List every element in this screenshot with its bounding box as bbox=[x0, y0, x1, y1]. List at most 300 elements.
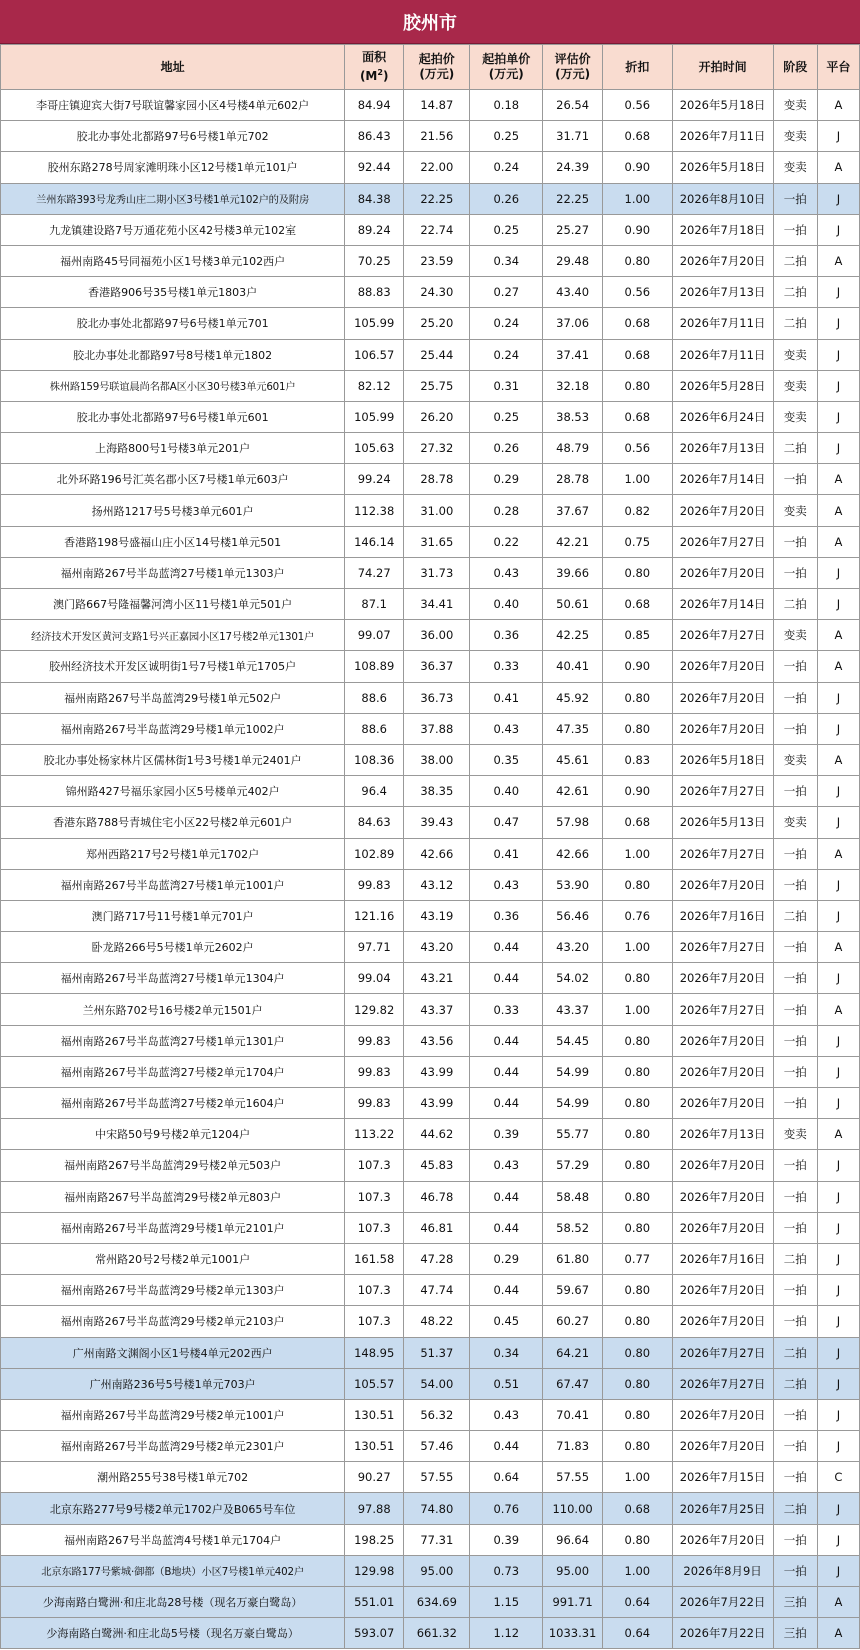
cell-discount: 0.85 bbox=[603, 620, 672, 651]
cell-area: 90.27 bbox=[345, 1462, 404, 1493]
cell-start-time: 2026年7月20日 bbox=[672, 1399, 773, 1430]
cell-stage: 一拍 bbox=[773, 713, 817, 744]
cell-start-price: 661.32 bbox=[404, 1618, 470, 1649]
table-row bbox=[1, 869, 860, 900]
cell-area: 99.04 bbox=[345, 963, 404, 994]
cell-start-time: 2026年7月20日 bbox=[672, 557, 773, 588]
cell-unit-price: 0.24 bbox=[470, 152, 543, 183]
cell-start-time: 2026年7月13日 bbox=[672, 1119, 773, 1150]
cell-start-price: 45.83 bbox=[404, 1150, 470, 1181]
cell-appraisal: 39.66 bbox=[543, 557, 603, 588]
cell-platform: J bbox=[817, 1306, 859, 1337]
header-platform: 平台 bbox=[817, 45, 859, 90]
cell-appraisal: 47.35 bbox=[543, 713, 603, 744]
cell-stage: 变卖 bbox=[773, 401, 817, 432]
table-row bbox=[1, 1493, 860, 1524]
cell-stage: 一拍 bbox=[773, 526, 817, 557]
cell-appraisal: 61.80 bbox=[543, 1243, 603, 1274]
cell-discount: 0.80 bbox=[603, 1275, 672, 1306]
cell-appraisal: 991.71 bbox=[543, 1587, 603, 1618]
cell-stage: 一拍 bbox=[773, 183, 817, 214]
cell-area: 146.14 bbox=[345, 526, 404, 557]
cell-start-time: 2026年5月28日 bbox=[672, 370, 773, 401]
cell-address: 香港路906号35号楼1单元1803户 bbox=[1, 277, 345, 308]
cell-area: 121.16 bbox=[345, 900, 404, 931]
cell-stage: 一拍 bbox=[773, 776, 817, 807]
cell-discount: 1.00 bbox=[603, 1555, 672, 1586]
cell-area: 108.36 bbox=[345, 744, 404, 775]
cell-stage: 一拍 bbox=[773, 682, 817, 713]
cell-unit-price: 0.18 bbox=[470, 90, 543, 121]
cell-platform: J bbox=[817, 1243, 859, 1274]
header-address: 地址 bbox=[1, 45, 345, 90]
table-row bbox=[1, 932, 860, 963]
cell-platform: A bbox=[817, 495, 859, 526]
cell-appraisal: 54.99 bbox=[543, 1056, 603, 1087]
cell-appraisal: 67.47 bbox=[543, 1368, 603, 1399]
table-row bbox=[1, 1524, 860, 1555]
cell-stage: 变卖 bbox=[773, 121, 817, 152]
cell-area: 84.63 bbox=[345, 807, 404, 838]
cell-appraisal: 58.48 bbox=[543, 1181, 603, 1212]
cell-appraisal: 53.90 bbox=[543, 869, 603, 900]
cell-start-time: 2026年7月22日 bbox=[672, 1618, 773, 1649]
cell-start-price: 31.00 bbox=[404, 495, 470, 526]
cell-appraisal: 60.27 bbox=[543, 1306, 603, 1337]
cell-start-time: 2026年7月27日 bbox=[672, 994, 773, 1025]
cell-platform: A bbox=[817, 90, 859, 121]
cell-discount: 0.77 bbox=[603, 1243, 672, 1274]
cell-appraisal: 56.46 bbox=[543, 900, 603, 931]
cell-discount: 0.68 bbox=[603, 589, 672, 620]
cell-start-time: 2026年7月20日 bbox=[672, 651, 773, 682]
cell-platform: J bbox=[817, 277, 859, 308]
table-row bbox=[1, 1088, 860, 1119]
cell-start-time: 2026年7月22日 bbox=[672, 1587, 773, 1618]
cell-unit-price: 0.44 bbox=[470, 1431, 543, 1462]
cell-stage: 一拍 bbox=[773, 1150, 817, 1181]
cell-address: 福州南路267号半岛蓝湾29号楼2单元2301户 bbox=[1, 1431, 345, 1462]
cell-platform: J bbox=[817, 1399, 859, 1430]
cell-address: 胶北办事处北都路97号8号楼1单元1802 bbox=[1, 339, 345, 370]
cell-start-time: 2026年5月18日 bbox=[672, 90, 773, 121]
cell-discount: 0.68 bbox=[603, 401, 672, 432]
cell-stage: 一拍 bbox=[773, 1056, 817, 1087]
cell-start-time: 2026年7月27日 bbox=[672, 776, 773, 807]
cell-address: 胶北办事处北都路97号6号楼1单元601 bbox=[1, 401, 345, 432]
cell-stage: 变卖 bbox=[773, 495, 817, 526]
table-row bbox=[1, 464, 860, 495]
table-row bbox=[1, 526, 860, 557]
table-row bbox=[1, 1056, 860, 1087]
cell-start-time: 2026年7月18日 bbox=[672, 214, 773, 245]
cell-stage: 变卖 bbox=[773, 807, 817, 838]
cell-start-time: 2026年7月20日 bbox=[672, 245, 773, 276]
cell-unit-price: 0.40 bbox=[470, 776, 543, 807]
cell-start-time: 2026年5月18日 bbox=[672, 744, 773, 775]
cell-stage: 二拍 bbox=[773, 589, 817, 620]
table-row bbox=[1, 1181, 860, 1212]
cell-area: 130.51 bbox=[345, 1431, 404, 1462]
table-row bbox=[1, 838, 860, 869]
cell-unit-price: 0.25 bbox=[470, 121, 543, 152]
cell-appraisal: 59.67 bbox=[543, 1275, 603, 1306]
cell-unit-price: 0.25 bbox=[470, 401, 543, 432]
cell-discount: 0.80 bbox=[603, 869, 672, 900]
cell-appraisal: 37.67 bbox=[543, 495, 603, 526]
cell-unit-price: 0.44 bbox=[470, 1088, 543, 1119]
cell-start-time: 2026年7月20日 bbox=[672, 682, 773, 713]
cell-unit-price: 0.41 bbox=[470, 682, 543, 713]
cell-start-price: 38.35 bbox=[404, 776, 470, 807]
cell-discount: 0.64 bbox=[603, 1587, 672, 1618]
cell-discount: 0.56 bbox=[603, 277, 672, 308]
cell-discount: 0.80 bbox=[603, 1399, 672, 1430]
cell-stage: 二拍 bbox=[773, 900, 817, 931]
cell-appraisal: 37.06 bbox=[543, 308, 603, 339]
cell-address: 兰州东路702号16号楼2单元1501户 bbox=[1, 994, 345, 1025]
cell-start-price: 31.65 bbox=[404, 526, 470, 557]
cell-start-price: 634.69 bbox=[404, 1587, 470, 1618]
cell-discount: 0.68 bbox=[603, 339, 672, 370]
cell-unit-price: 0.43 bbox=[470, 557, 543, 588]
cell-stage: 二拍 bbox=[773, 1337, 817, 1368]
cell-start-price: 39.43 bbox=[404, 807, 470, 838]
cell-unit-price: 0.44 bbox=[470, 932, 543, 963]
cell-platform: J bbox=[817, 308, 859, 339]
cell-address: 广州南路文渊阁小区1号楼4单元202西户 bbox=[1, 1337, 345, 1368]
cell-discount: 0.75 bbox=[603, 526, 672, 557]
cell-address: 北京东路277号9号楼2单元1702户及B065号车位 bbox=[1, 1493, 345, 1524]
cell-area: 106.57 bbox=[345, 339, 404, 370]
table-row bbox=[1, 277, 860, 308]
cell-start-time: 2026年7月27日 bbox=[672, 620, 773, 651]
cell-appraisal: 42.66 bbox=[543, 838, 603, 869]
cell-start-price: 48.22 bbox=[404, 1306, 470, 1337]
cell-stage: 二拍 bbox=[773, 308, 817, 339]
cell-address: 胶北办事处北都路97号6号楼1单元701 bbox=[1, 308, 345, 339]
cell-stage: 一拍 bbox=[773, 214, 817, 245]
cell-stage: 一拍 bbox=[773, 1275, 817, 1306]
cell-area: 105.57 bbox=[345, 1368, 404, 1399]
cell-appraisal: 54.45 bbox=[543, 1025, 603, 1056]
table-row bbox=[1, 121, 860, 152]
cell-start-price: 57.55 bbox=[404, 1462, 470, 1493]
cell-platform: J bbox=[817, 869, 859, 900]
table-row bbox=[1, 807, 860, 838]
table-row bbox=[1, 308, 860, 339]
cell-address: 李哥庄镇迎宾大街7号联谊馨家园小区4号楼4单元602户 bbox=[1, 90, 345, 121]
cell-discount: 0.80 bbox=[603, 1088, 672, 1119]
cell-unit-price: 0.43 bbox=[470, 713, 543, 744]
cell-address: 广州南路236号5号楼1单元703户 bbox=[1, 1368, 345, 1399]
cell-start-time: 2026年7月25日 bbox=[672, 1493, 773, 1524]
cell-stage: 一拍 bbox=[773, 464, 817, 495]
cell-unit-price: 0.33 bbox=[470, 651, 543, 682]
cell-unit-price: 0.35 bbox=[470, 744, 543, 775]
cell-start-price: 46.81 bbox=[404, 1212, 470, 1243]
cell-start-time: 2026年7月20日 bbox=[672, 1150, 773, 1181]
cell-address: 少海南路白鹭洲·和庄北岛5号楼（现名万豪白鹭岛） bbox=[1, 1618, 345, 1649]
cell-start-price: 43.12 bbox=[404, 869, 470, 900]
table-row bbox=[1, 1212, 860, 1243]
cell-address: 福州南路267号半岛蓝湾27号楼1单元1001户 bbox=[1, 869, 345, 900]
cell-start-time: 2026年7月20日 bbox=[672, 713, 773, 744]
table-row bbox=[1, 1306, 860, 1337]
cell-address: 福州南路267号半岛蓝湾4号楼1单元1704户 bbox=[1, 1524, 345, 1555]
cell-start-price: 25.44 bbox=[404, 339, 470, 370]
cell-discount: 0.90 bbox=[603, 651, 672, 682]
cell-discount: 0.80 bbox=[603, 370, 672, 401]
cell-stage: 三拍 bbox=[773, 1587, 817, 1618]
cell-start-price: 37.88 bbox=[404, 713, 470, 744]
cell-appraisal: 42.25 bbox=[543, 620, 603, 651]
cell-start-price: 28.78 bbox=[404, 464, 470, 495]
cell-stage: 一拍 bbox=[773, 994, 817, 1025]
cell-area: 107.3 bbox=[345, 1275, 404, 1306]
cell-appraisal: 57.98 bbox=[543, 807, 603, 838]
table-row bbox=[1, 245, 860, 276]
header-area: 面积 $(M^2)$ bbox=[345, 45, 404, 90]
cell-address: 常州路20号2号楼2单元1001户 bbox=[1, 1243, 345, 1274]
table-row bbox=[1, 682, 860, 713]
cell-start-price: 95.00 bbox=[404, 1555, 470, 1586]
table-row bbox=[1, 1025, 860, 1056]
cell-address: 郑州西路217号2号楼1单元1702户 bbox=[1, 838, 345, 869]
cell-unit-price: 0.29 bbox=[470, 464, 543, 495]
cell-stage: 一拍 bbox=[773, 932, 817, 963]
cell-address: 少海南路白鹭洲·和庄北岛28号楼（现名万豪白鹭岛） bbox=[1, 1587, 345, 1618]
cell-unit-price: 0.76 bbox=[470, 1493, 543, 1524]
cell-appraisal: 32.18 bbox=[543, 370, 603, 401]
cell-platform: J bbox=[817, 433, 859, 464]
cell-appraisal: 38.53 bbox=[543, 401, 603, 432]
cell-start-price: 43.99 bbox=[404, 1088, 470, 1119]
cell-platform: J bbox=[817, 1524, 859, 1555]
cell-platform: J bbox=[817, 1088, 859, 1119]
cell-discount: 0.80 bbox=[603, 1119, 672, 1150]
table-row bbox=[1, 900, 860, 931]
cell-area: 130.51 bbox=[345, 1399, 404, 1430]
cell-appraisal: 55.77 bbox=[543, 1119, 603, 1150]
table-row bbox=[1, 776, 860, 807]
property-table bbox=[0, 44, 860, 1649]
cell-start-price: 24.30 bbox=[404, 277, 470, 308]
cell-appraisal: 43.20 bbox=[543, 932, 603, 963]
cell-discount: 0.80 bbox=[603, 682, 672, 713]
cell-address: 福州南路267号半岛蓝湾29号楼2单元1303户 bbox=[1, 1275, 345, 1306]
cell-platform: A bbox=[817, 464, 859, 495]
cell-start-price: 57.46 bbox=[404, 1431, 470, 1462]
cell-start-price: 43.37 bbox=[404, 994, 470, 1025]
cell-address: 扬州路1217号5号楼3单元601户 bbox=[1, 495, 345, 526]
cell-appraisal: 28.78 bbox=[543, 464, 603, 495]
cell-address: 九龙镇建设路7号万通花苑小区42号楼3单元102室 bbox=[1, 214, 345, 245]
cell-start-time: 2026年7月20日 bbox=[672, 1088, 773, 1119]
table-row bbox=[1, 651, 860, 682]
cell-unit-price: 0.24 bbox=[470, 339, 543, 370]
cell-area: 129.98 bbox=[345, 1555, 404, 1586]
cell-platform: C bbox=[817, 1462, 859, 1493]
cell-discount: 0.68 bbox=[603, 121, 672, 152]
table-row bbox=[1, 433, 860, 464]
cell-start-price: 27.32 bbox=[404, 433, 470, 464]
cell-appraisal: 95.00 bbox=[543, 1555, 603, 1586]
cell-platform: J bbox=[817, 214, 859, 245]
cell-area: 86.43 bbox=[345, 121, 404, 152]
cell-address: 福州南路267号半岛蓝湾27号楼2单元1704户 bbox=[1, 1056, 345, 1087]
cell-start-time: 2026年7月27日 bbox=[672, 1368, 773, 1399]
cell-start-time: 2026年7月20日 bbox=[672, 1431, 773, 1462]
cell-discount: 0.68 bbox=[603, 308, 672, 339]
cell-area: 99.07 bbox=[345, 620, 404, 651]
cell-platform: A bbox=[817, 1587, 859, 1618]
cell-start-price: 34.41 bbox=[404, 589, 470, 620]
cell-address: 福州南路267号半岛蓝湾27号楼2单元1604户 bbox=[1, 1088, 345, 1119]
cell-area: 551.01 bbox=[345, 1587, 404, 1618]
cell-discount: 0.90 bbox=[603, 776, 672, 807]
cell-address: 胶北办事处北都路97号6号楼1单元702 bbox=[1, 121, 345, 152]
cell-appraisal: 45.61 bbox=[543, 744, 603, 775]
cell-start-time: 2026年7月27日 bbox=[672, 1337, 773, 1368]
cell-area: 107.3 bbox=[345, 1212, 404, 1243]
cell-platform: J bbox=[817, 589, 859, 620]
cell-discount: 0.80 bbox=[603, 1306, 672, 1337]
cell-start-price: 14.87 bbox=[404, 90, 470, 121]
cell-start-price: 77.31 bbox=[404, 1524, 470, 1555]
cell-unit-price: 0.31 bbox=[470, 370, 543, 401]
table-row bbox=[1, 1462, 860, 1493]
cell-appraisal: 1033.31 bbox=[543, 1618, 603, 1649]
cell-address: 胶州经济技术开发区诚明街1号7号楼1单元1705户 bbox=[1, 651, 345, 682]
cell-appraisal: 64.21 bbox=[543, 1337, 603, 1368]
cell-unit-price: 0.43 bbox=[470, 1150, 543, 1181]
cell-appraisal: 42.61 bbox=[543, 776, 603, 807]
table-row bbox=[1, 401, 860, 432]
cell-area: 161.58 bbox=[345, 1243, 404, 1274]
cell-area: 99.83 bbox=[345, 1088, 404, 1119]
cell-stage: 一拍 bbox=[773, 1399, 817, 1430]
cell-platform: J bbox=[817, 713, 859, 744]
table-row bbox=[1, 994, 860, 1025]
cell-start-price: 25.20 bbox=[404, 308, 470, 339]
cell-area: 108.89 bbox=[345, 651, 404, 682]
cell-unit-price: 0.64 bbox=[470, 1462, 543, 1493]
cell-address: 福州南路267号半岛蓝湾29号楼2单元803户 bbox=[1, 1181, 345, 1212]
cell-unit-price: 0.26 bbox=[470, 183, 543, 214]
cell-discount: 1.00 bbox=[603, 1462, 672, 1493]
cell-platform: A bbox=[817, 152, 859, 183]
sheet-title: 胶州市 bbox=[0, 0, 860, 44]
cell-platform: A bbox=[817, 994, 859, 1025]
cell-stage: 一拍 bbox=[773, 1025, 817, 1056]
cell-area: 198.25 bbox=[345, 1524, 404, 1555]
cell-unit-price: 1.12 bbox=[470, 1618, 543, 1649]
cell-area: 129.82 bbox=[345, 994, 404, 1025]
cell-stage: 一拍 bbox=[773, 1212, 817, 1243]
cell-start-price: 43.21 bbox=[404, 963, 470, 994]
cell-stage: 二拍 bbox=[773, 1243, 817, 1274]
table-row bbox=[1, 1618, 860, 1649]
cell-start-time: 2026年7月20日 bbox=[672, 1306, 773, 1337]
cell-discount: 0.68 bbox=[603, 1493, 672, 1524]
cell-platform: J bbox=[817, 1368, 859, 1399]
cell-discount: 0.83 bbox=[603, 744, 672, 775]
cell-start-time: 2026年5月13日 bbox=[672, 807, 773, 838]
cell-start-price: 74.80 bbox=[404, 1493, 470, 1524]
cell-address: 福州南路267号半岛蓝湾27号楼1单元1303户 bbox=[1, 557, 345, 588]
cell-stage: 变卖 bbox=[773, 744, 817, 775]
cell-stage: 变卖 bbox=[773, 620, 817, 651]
cell-area: 99.24 bbox=[345, 464, 404, 495]
cell-unit-price: 0.51 bbox=[470, 1368, 543, 1399]
cell-start-price: 36.00 bbox=[404, 620, 470, 651]
cell-start-price: 44.62 bbox=[404, 1119, 470, 1150]
cell-address: 福州南路267号半岛蓝湾29号楼1单元1002户 bbox=[1, 713, 345, 744]
cell-unit-price: 0.39 bbox=[470, 1119, 543, 1150]
cell-address: 中宋路50号9号楼2单元1204户 bbox=[1, 1119, 345, 1150]
cell-unit-price: 0.44 bbox=[470, 1181, 543, 1212]
cell-area: 92.44 bbox=[345, 152, 404, 183]
cell-discount: 0.80 bbox=[603, 1025, 672, 1056]
cell-stage: 二拍 bbox=[773, 1493, 817, 1524]
cell-discount: 0.80 bbox=[603, 1524, 672, 1555]
cell-area: 84.38 bbox=[345, 183, 404, 214]
cell-area: 107.3 bbox=[345, 1150, 404, 1181]
cell-platform: J bbox=[817, 370, 859, 401]
cell-discount: 0.64 bbox=[603, 1618, 672, 1649]
cell-area: 107.3 bbox=[345, 1306, 404, 1337]
cell-unit-price: 0.34 bbox=[470, 1337, 543, 1368]
cell-start-price: 43.20 bbox=[404, 932, 470, 963]
cell-area: 97.71 bbox=[345, 932, 404, 963]
cell-area: 148.95 bbox=[345, 1337, 404, 1368]
cell-unit-price: 0.29 bbox=[470, 1243, 543, 1274]
cell-start-time: 2026年7月11日 bbox=[672, 121, 773, 152]
cell-appraisal: 54.99 bbox=[543, 1088, 603, 1119]
cell-start-time: 2026年7月20日 bbox=[672, 1212, 773, 1243]
cell-address: 福州南路267号半岛蓝湾27号楼1单元1304户 bbox=[1, 963, 345, 994]
cell-start-time: 2026年7月20日 bbox=[672, 963, 773, 994]
cell-start-price: 26.20 bbox=[404, 401, 470, 432]
header-discount: 折扣 bbox=[603, 45, 672, 90]
cell-platform: J bbox=[817, 401, 859, 432]
cell-stage: 变卖 bbox=[773, 152, 817, 183]
cell-unit-price: 0.34 bbox=[470, 245, 543, 276]
cell-unit-price: 0.39 bbox=[470, 1524, 543, 1555]
cell-area: 87.1 bbox=[345, 589, 404, 620]
cell-address: 锦州路427号福乐家园小区5号楼单元402户 bbox=[1, 776, 345, 807]
cell-appraisal: 26.54 bbox=[543, 90, 603, 121]
cell-appraisal: 42.21 bbox=[543, 526, 603, 557]
cell-area: 70.25 bbox=[345, 245, 404, 276]
table-row bbox=[1, 1337, 860, 1368]
cell-discount: 1.00 bbox=[603, 994, 672, 1025]
table-row bbox=[1, 152, 860, 183]
cell-unit-price: 0.44 bbox=[470, 1212, 543, 1243]
cell-start-price: 23.59 bbox=[404, 245, 470, 276]
cell-discount: 0.80 bbox=[603, 713, 672, 744]
cell-area: 97.88 bbox=[345, 1493, 404, 1524]
cell-area: 593.07 bbox=[345, 1618, 404, 1649]
cell-unit-price: 0.44 bbox=[470, 1275, 543, 1306]
cell-start-time: 2026年7月16日 bbox=[672, 900, 773, 931]
cell-start-price: 31.73 bbox=[404, 557, 470, 588]
cell-stage: 一拍 bbox=[773, 838, 817, 869]
table-row bbox=[1, 214, 860, 245]
cell-discount: 0.80 bbox=[603, 1150, 672, 1181]
cell-platform: J bbox=[817, 776, 859, 807]
